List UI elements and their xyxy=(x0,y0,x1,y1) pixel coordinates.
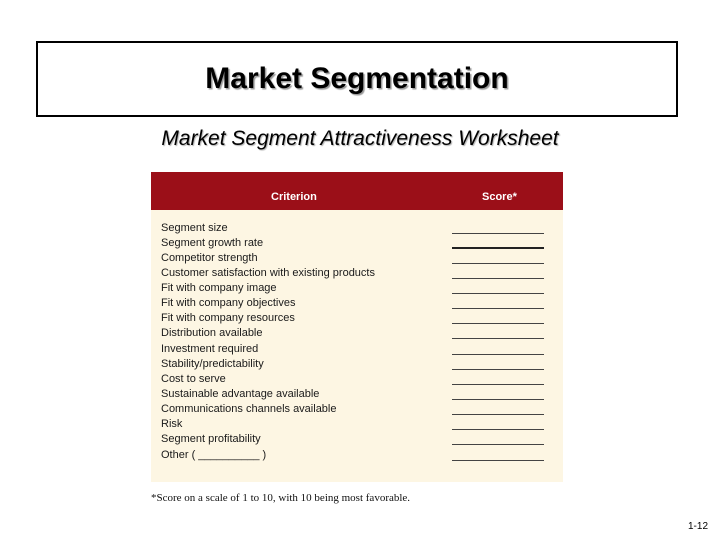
criterion-label: Fit with company image xyxy=(161,282,277,294)
table-row xyxy=(151,221,563,236)
criterion-label: Competitor strength xyxy=(161,252,258,264)
criterion-label: Communications channels available xyxy=(161,403,337,415)
score-blank xyxy=(452,338,544,339)
score-blank xyxy=(452,460,544,461)
criterion-label: Fit with company resources xyxy=(161,312,295,324)
score-blank xyxy=(452,444,544,445)
score-blank xyxy=(452,263,544,264)
score-blank xyxy=(452,399,544,400)
title-box xyxy=(36,41,678,117)
table-row xyxy=(151,402,563,417)
table-row xyxy=(151,236,563,251)
criterion-label: Risk xyxy=(161,418,183,430)
column-header-criterion: Criterion xyxy=(271,191,317,203)
score-blank xyxy=(452,384,544,385)
score-blank xyxy=(452,293,544,294)
score-blank xyxy=(452,278,544,279)
score-blank xyxy=(452,354,544,355)
criterion-label: Segment size xyxy=(161,222,228,234)
table-row xyxy=(151,251,563,266)
score-blank xyxy=(452,429,544,430)
table-row xyxy=(151,387,563,402)
criterion-label: Segment profitability xyxy=(161,433,261,445)
criterion-label: Fit with company objectives xyxy=(161,297,296,309)
slide-title: Market Segmentation xyxy=(205,62,509,95)
page-number: 1-12 xyxy=(687,521,708,532)
score-blank xyxy=(452,369,544,370)
table-row xyxy=(151,372,563,387)
slide-subtitle: Market Segment Attractiveness Worksheet xyxy=(161,127,559,150)
table-row xyxy=(151,296,563,311)
table-row xyxy=(151,342,563,357)
criterion-label: Customer satisfaction with existing products xyxy=(161,267,375,279)
score-blank xyxy=(452,233,544,234)
column-header-score: Score* xyxy=(482,191,517,203)
score-blank xyxy=(452,323,544,324)
criterion-label: Sustainable advantage available xyxy=(161,388,320,400)
score-blank xyxy=(452,308,544,309)
criterion-label: Stability/predictability xyxy=(161,358,264,370)
table-row xyxy=(151,281,563,296)
table-header xyxy=(151,172,563,210)
score-blank xyxy=(452,247,544,249)
table-row xyxy=(151,417,563,432)
table-row xyxy=(151,326,563,341)
score-blank xyxy=(452,414,544,415)
table-row xyxy=(151,432,563,447)
table-row xyxy=(151,357,563,372)
criterion-label: Cost to serve xyxy=(161,373,226,385)
worksheet-table xyxy=(151,172,563,482)
criterion-label: Investment required xyxy=(161,343,259,355)
criterion-label: Segment growth rate xyxy=(161,237,264,249)
table-row xyxy=(151,266,563,281)
criterion-label: Other ( __________ ) xyxy=(161,449,267,461)
table-row xyxy=(151,311,563,326)
footnote: *Score on a scale of 1 to 10, with 10 being most favorable. xyxy=(151,492,411,504)
table-row xyxy=(151,448,563,463)
criterion-label: Distribution available xyxy=(161,327,263,339)
